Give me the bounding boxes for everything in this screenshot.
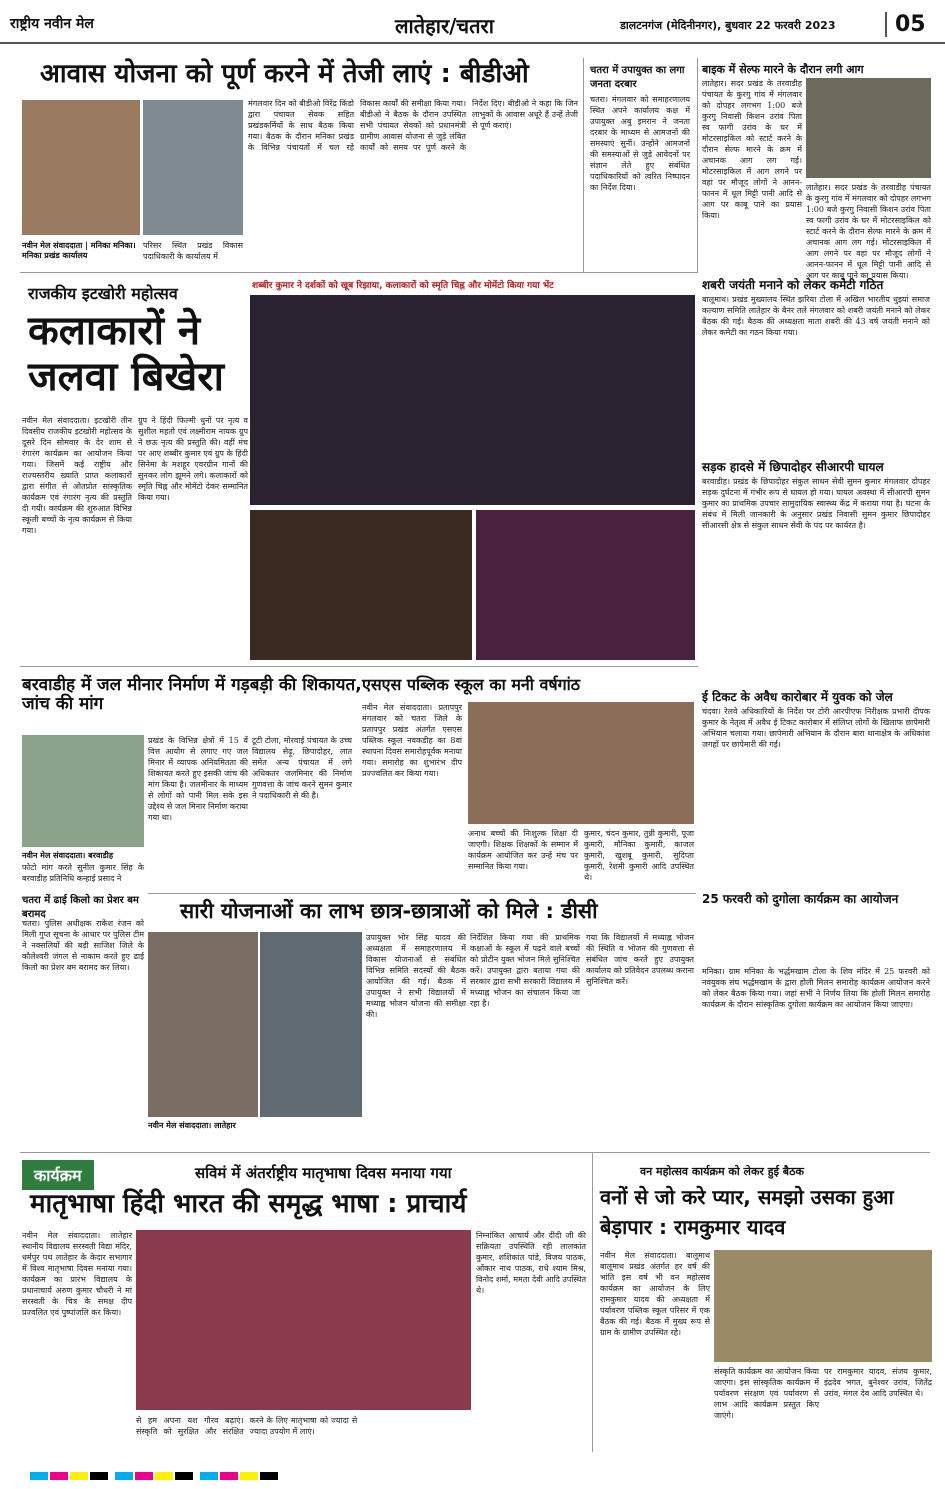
story13-body: नवीन मेल संवाददाता। लातेहार स्थानीय विद्यालय सरस्वती विद्या मंदिर, धर्मपुर पथ लातेहार के केदार सभागार में विश्व मातृभाषा दिवस मनाया गया। कार्यक्रम का प्रारंभ विद्यालय के प्रधानाचार्य अरुण कुमार चौधरी ने मां सरस्वती के चित्र के समक्ष दीप प्रज्वलित एवं पुष्पांजलि कर किया।: [22, 1231, 132, 1317]
festival-photo1: [250, 295, 695, 505]
story1-headline: आवास योजना को पूर्ण करने में तेजी लाएं : बीडीओ: [40, 59, 529, 89]
story10-body2: अनाथ बच्चों की निःशुल्क शिक्षा दी जाएगी। शिक्षक शिक्षकों के सम्मान में कार्यक्रम आयोजित कर उन्हें मंच पर सम्मानित किया गया।: [468, 829, 578, 871]
story8-headline: बरवाडीह में जल मीनार निर्माण में गड़बड़ी की शिकायत, जांच की मांग: [22, 675, 362, 714]
festival-photo2: [250, 510, 472, 660]
fire-photo: [806, 78, 931, 178]
story12-headline: सारी योजनाओं का लाभ छात्र-छात्राओं को मिले : डीसी: [180, 899, 598, 923]
story14-body2: संस्कृति कार्यक्रम का आयोजन किया जाएगा। इस सांस्कृतिक कार्यक्रम में पर्यावरण संरक्षण एवं पर्यावरण से लाभ आदि कार्यक्रम प्रस्तुत किए जाएंगे।: [714, 1367, 819, 1420]
story14-kicker: वन महोत्सव कार्यक्रम को लेकर हुई बैठक: [640, 1165, 804, 1178]
story9-body: चतरा। पुलिस अधीक्षक राकेश रंजन को मिली गुप्त सूचना के आधार पर पुलिस टीम ने नक्सलियों की बड़ी साजिश जिले के कौलेश्वरी जंगल से नाकाम करते हुए ढाई किलो का प्रेशर बम बरामद कर लिया।: [22, 919, 144, 972]
story4-headline: शबरी जयंती मनाने को लेकर कमेटी गठित: [702, 278, 884, 292]
story1-photo2: [143, 100, 243, 235]
story10-body: नवीन मेल संवाददाता। प्रतापपुर मंगलवार को चतरा जिले के प्रतापपुर प्रखंड अंतर्गत एसएस पब्लिक स्कूल नवकडीह का 8वां स्थापना दिवस समारोहपूर्वक मनाया गया। समारोह का शुभारंभ दीप प्रज्ज्वलित कर किया गया।: [362, 703, 462, 778]
story3-headline: बाइक में सेल्फ मारने के दौरान लगी आग: [702, 63, 864, 76]
story5-body: नवीन मेल संवाददाता। इटखोरी तीन दिवसीय राजकीय इटखोरी महोत्सव के दूसरे दिन सोमवार के देर शाम से रंगारंग कार्यक्रम का आयोजन किया गया। जिसमें कई राष्ट्रीय और राज्यस्तरीय ख्याति प्राप्त कलाकारों द्वारा संगीत से ओतप्रोत सांस्कृतिक कार्यक्रम एवं रंगारंग नृत्य की प्रस्तुति दी गयी। कार्यक्रम की शुरुआत विभिन्न स्कूली बच्चों के नृत्य कार्यक्रम से किया गया।: [22, 416, 132, 535]
story4-body: बालूमाथ। प्रखंड मुख्यालय स्थित झरिया टोला में अखिल भारतीय धुइयां समाज कल्याण समिति लातेहार के बैनर तले मंगलवार को शबरी जयंती मनाने को लेकर बैठक की गई। बैठक की अध्यक्षता माता शबरी की 43 वर्ष जयंती मनाने को लेकर कमेटी का गठन किया गया।: [702, 295, 930, 337]
story13-body2: से हम अपना यश गौरव बढ़ाएं। संस्कृति को सुरक्षित और संरक्षित करने के लिए मातृभाषा को ज्यादा से ज्यादा उपयोग में लाएं।: [136, 1416, 358, 1436]
story1-caption2: परिसर स्थित प्रखंड विकास पदाधिकारी के कार्यालय में: [143, 241, 243, 261]
story11-body: मनिका। ग्राम मनिका के भर्द्धमखाम टोला के शिव मंदिर में 25 फरवरी को नवयुवक संघ भर्द्धमखाम के द्वारा होली मिलन समारोह कार्यक्रम आयोजन करने को लेकर बैठक किया गया। जहां सभी ने निर्णय लिया कि होली मिलन समारोह कार्यक्रम के दौरान सांस्कृतिक दुगोला कार्यक्रम का आयोजन किया जाएगा।: [702, 967, 930, 1009]
story3-body: लातेहार। सदर प्रखंड के तरवाडीह पंचायत के कुरगु गांव में मंगलवार को दोपहर लगभग 1:00 बजे कुरगु निवासी किशन उरांव पिता स्व फागी उरांव के घर में मोटरसाइकिल को स्टार्ट करने के दौरान सेल्फ मारने के क्रम में अचानक आग लग गई। मोटरसाइकिल में आग लगने पर वहां पर मौजूद लोगों ने आनन-फानन में धूल मिट्टी पानी आदि से आग पर काबू पाने का प्रयास किया।: [702, 79, 802, 220]
divider: [20, 1152, 930, 1153]
divider: [697, 58, 698, 273]
page-number: 05: [885, 12, 926, 37]
story5-body2: ग्रुप ने हिंदी फिल्मी धुनों पर नृत्य व सुशील महतो एवं लक्ष्मीराम नायक ग्रुप ने छऊ नृत्य की प्रस्तुति की। वहीं मंच पर आए शब्बीर कुमार एवं ग्रुप के हिंदी सिनेमा के मशहूर एवरग्रीन गानों की सुनकर लोग झूमने लगे। कलाकारों को स्मृति चिह्न और मोमेंटो देकर सम्मानित किया गया।: [138, 416, 248, 502]
story7-headline: ई टिकट के अवैध कारोबार में युवक को जेल: [702, 690, 893, 704]
story5-kicker: राजकीय इटखोरी महोत्सव: [28, 284, 178, 303]
story6-headline: सड़क हादसे में छिपादोहर सीआरपी घायल: [702, 460, 884, 474]
divider: [583, 58, 584, 273]
dc-photo1: [148, 932, 258, 1117]
divider: [20, 666, 698, 667]
story1-photo1: [22, 100, 140, 235]
story12-body3: गया कि विद्यालयों में मध्याह्न भोजन की स्थिति व भोजन की गुणवत्ता से संबंधित जांच करते हुए उपायुक्त कार्यालय को प्रतिवेदन उपलब्ध कराना सुनिश्चित करें।: [586, 933, 694, 986]
story14-body3: पर रामकुमार यादव, संजय कुमार, इंद्रदेव भगत, बुनेश्वर उरांव, जितेंद्र उरांव, मंगल देव आदि उपस्थित थे।: [824, 1367, 932, 1398]
print-color-bar: [30, 1465, 920, 1475]
story2-headline: चतरा में उपायुक्त का लगा जनता दरबार: [590, 65, 685, 90]
story12-body2: निर्देशित किया गया की प्राथमिक कक्षाओं के स्कूल में पढ़ने वाले बच्चों को प्रोटीन युक्त भोजन मिले सुनिश्चित करें। उपायुक्त द्वारा बताया गया की सरकार द्वारा सभी सरकारी विद्यालय में मध्याह्न भोजन का संचालन किया जा रहा है।: [470, 933, 580, 1008]
story7-body: चंदवा। रेलवे अधिकारियों के निर्देश पर टोरी आरपीएफ निरीक्षक प्रभारी दीपक कुमार के नेतृत्व में अवैध ई टिकट कारोबार में संलिप्त लोगों के खिलाफ छापेमारी अभियान चलाया गया। छापेमारी अभियान के दौरान बारा थानाक्षेत्र के अधिकांश जगहों पर छापेमारी की गई।: [702, 707, 930, 749]
story13-body3: निम्नांकित आचार्य और दीदी जी की सक्रियता उपस्थिति रही लालकांत कुमार, शशिकांत पांडे, विजय पाठक, ओंकार नाथ पाठक, राधे श्याम मिश्र, विनोद शर्मा, ममता देवी आदि उपस्थित थे।: [476, 1231, 586, 1295]
van-photo: [714, 1250, 932, 1362]
story10-headline: एसएस पब्लिक स्कूल का मनी वर्षगांठ: [362, 675, 581, 694]
story14-body: नवीन मेल संवाददाता। बालूमाथ बालूमाथ प्रखंड अंतर्गत हर वर्ष की भांति इस वर्ष भी वन महोत्सव कार्यक्रम का आयोजन के लिए रामकुमार यादव की अध्यक्षता में पर्यावरण पब्लिक स्कूल परिसर में एक बैठक की गई। बैठक में मुख्य रूप से ग्राम के ग्रामीण उपस्थित रहे।: [600, 1251, 710, 1337]
story3-body-cont: लातेहार। सदर प्रखंड के तरवाडीह पंचायत के कुरगु गांव में मंगलवार को दोपहर लगभग 1:00 बजे कुरगु निवासी किशन उरांव पिता स्व फागी उरांव के घर में मोटरसाइकिल को स्टार्ट करने के दौरान सेल्फ मारने के क्रम में अचानक आग लग गई। मोटरसाइकिल में आग लगने पर वहां पर मौजूद लोगों ने आनन-फानन में धूल मिट्टी पानी आदि से आग पर काबू पाने का प्रयास किया।: [806, 183, 931, 280]
story12-body: उपायुक्त भोर सिंह यादव की अध्यक्षता में समाहरणालय में विकास योजनाओं से संबंधित विभिन्न समिति सदस्यों की बैठक आयोजित की गई। बैठक में उपायुक्त ने सभी विद्यालयों में मध्याह्न भोजन योजना की समीक्षा की।: [366, 933, 466, 1019]
divider: [148, 893, 696, 894]
story8-photo: [22, 735, 144, 847]
story2-body: चतरा। मंगलवार को समाहरणालय स्थित अपने कार्यालय कक्ष में उपायुक्त अबु इमरान ने जनता दरबार के माध्यम से आमजनों की समस्याएं सुनीं। उन्होंने आमजनों की समस्याओं से जुड़े आवेदनों पर संज्ञान लेते हुए संबंधित पदाधिकारियों को त्वरित निष्पादन का निर्देश दिया।: [590, 95, 690, 192]
dc-photo2: [260, 932, 362, 1117]
divider: [592, 1152, 593, 1452]
story1-caption1: नवीन मेल संवाददाता | मनिका मनिका। मनिका प्रखंड कार्यालय: [22, 240, 136, 260]
story9-headline: चतरा में ढाई किलो का प्रेशर बम बरामद: [22, 895, 139, 920]
story5-banner: शब्बीर कुमार ने दर्शकों को खूब रिझाया, कलाकारों को स्मृति चिह्न और मोमेंटो किया गया भेंट: [252, 281, 554, 291]
section-title: लातेहार/चतरा: [395, 14, 494, 38]
story6-body: बरवाडीह। प्रखंड के छिपादोहर संकुल साधन सेवी सुमन कुमार मंगलवार दोपहर सड़क दुर्घटना में गंभीर रूप से घायल हो गया। घायल अवस्था में सीआरपी सुमन कुमार का प्राथमिक उपचार सामुदायिक स्वास्थ्य केंद्र में कराया गया है। घटना के संबंध में मिली जानकारी के अनुसार प्रखंड निवासी सुमन कुमार छिपादोहर सीआरसी क्षेत्र से संकुल साधन सेवी के पद पर कार्यरत है।: [702, 477, 930, 530]
brand-name: राष्ट्रीय नवीन मेल: [10, 16, 94, 32]
story11-headline: 25 फरवरी को दुगोला कार्यक्रम का आयोजन: [702, 892, 899, 906]
story13-kicker: सविमं में अंतर्राष्ट्रीय मातृभाषा दिवस मनाया गया: [195, 1164, 452, 1182]
divider: [20, 272, 698, 273]
festival-photo3: [476, 510, 695, 660]
story14-headline: वनों से जो करे प्यार, समझो उसका हुआ बेड़ापार : रामकुमार यादव: [600, 1185, 894, 1239]
story8-caption: नवीन मेल संवाददाता। बरवाडीह: [22, 850, 114, 860]
story5-headline: कलाकारों ने जलवा बिखेरा: [28, 308, 224, 400]
students-photo: [136, 1230, 471, 1410]
story8-body2: टूटी टोला, मोरवाई पंचायत के उच्च विद्यालय सेढ़ू, छिपादोहर, लात समेत अन्य पंचायत में लगे अधिकतर जलमिनार की निर्माण गुणवत्ता के जांच करने सुमन कुमार ने पदाधिकारी से की है।: [252, 736, 352, 800]
section-tag: कार्यक्रम: [22, 1160, 94, 1190]
story8-caption2: फोटो मांग करते सुनील कुमार सिंह के बरवाडीह प्रतिनिधि कन्हाई प्रसाद ने: [22, 863, 144, 883]
story8-body: प्रखंड के विभिन्न क्षेत्रों में 15 वें वित्त आयोग से लगाए गए जल मिनार में व्यापक अनियमितता की शिकायत करते हुए इसकी जांच की मांग किया है। जलमीनार के माध्यम से लोगों को पानी मिल सके इस उद्देश्य से जल मिनार निर्माण कराया गया था।: [148, 736, 248, 822]
dateline: डालटनगंज (मेदिनीनगर), बुधवार 22 फरवरी 2023: [620, 19, 836, 32]
story12-caption: नवीन मेल संवाददाता। लातेहार: [148, 1120, 236, 1130]
story13-headline: मातृभाषा हिंदी भारत की समृद्ध भाषा : प्राचार्य: [30, 1189, 467, 1219]
story1-body: मंगलवार दिन को बीडीओ विरेंद्र किंडो द्वारा पंचायत सेवक सहित प्रखंडकर्मियों के साथ बैठक किया गया। बैठक के दौरान मनिका प्रखंड के विभिन्न पंचायतों में चल रहे विकास कार्यों की समीक्षा किया गया। बीडीओ ने बैठक के दौरान उपस्थित सभी पंचायत सेवकों को प्रधानमंत्री ग्रामीण आवास योजना से जुड़े लंबित कार्यों को समय पर पूर्ण करने के निर्देश दिए। बीडीओ ने कहा कि जिन लाभुकों के आवास अधूरे हैं उन्हें तेजी से पूर्ण कराएं।: [248, 99, 578, 152]
story10-body3: कुमार, चंदन कुमार, तुन्नी कुमारी, पूजा कुमारी, मौनिका कुमारी, काजल कुमारी, खुशबू कुमारी, सुदिप्ता कुमारी, रेशमी कुमारी आदि उपस्थित थे।: [584, 829, 694, 882]
school-photo: [468, 702, 694, 824]
